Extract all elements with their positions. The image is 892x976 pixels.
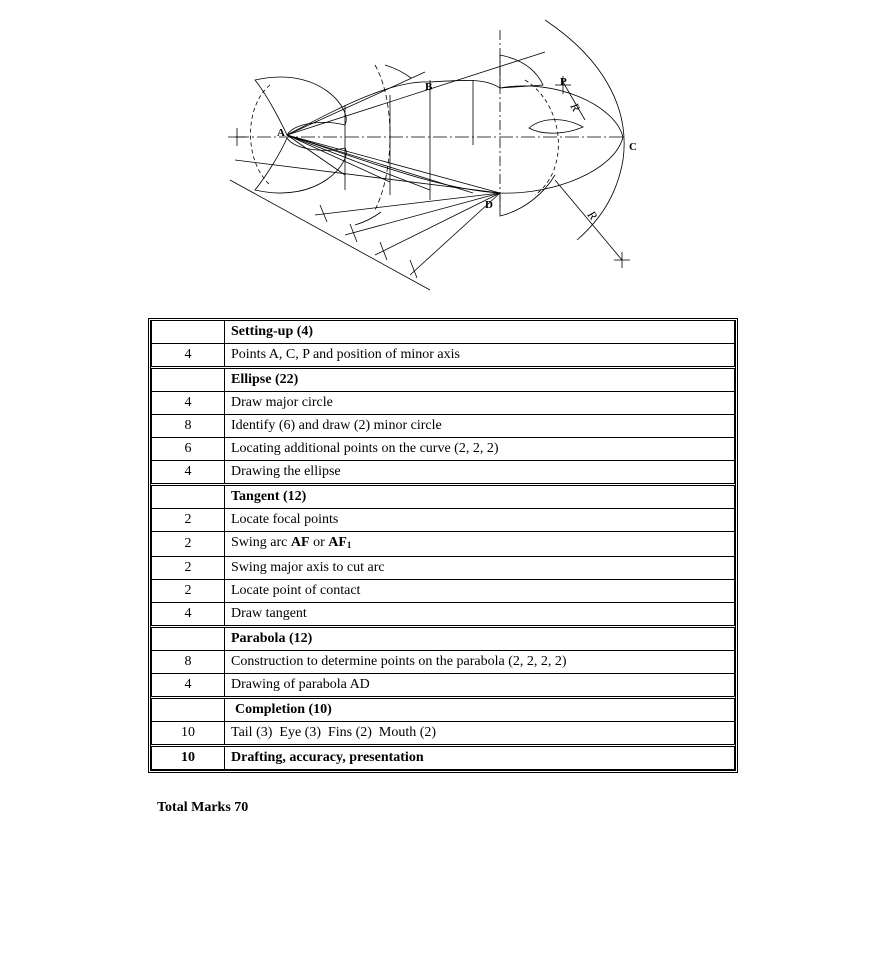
section-heading: Parabola (12) xyxy=(225,627,735,651)
table-row xyxy=(152,509,735,532)
description-cell: Points A, C, P and position of minor axis xyxy=(225,344,735,368)
table-row xyxy=(152,485,735,509)
marks-cell: 2 xyxy=(152,580,225,603)
table-row xyxy=(152,461,735,485)
table-row xyxy=(152,627,735,651)
label-c: C xyxy=(629,141,637,153)
table-row xyxy=(152,651,735,674)
label-d: D xyxy=(485,199,493,211)
description-cell: Draw tangent xyxy=(225,603,735,627)
description-cell: Locate point of contact xyxy=(225,580,735,603)
description-cell: Locating additional points on the curve (2, 2, 2) xyxy=(225,438,735,461)
table-row xyxy=(152,532,735,557)
section-heading: Ellipse (22) xyxy=(225,368,735,392)
table-row xyxy=(152,392,735,415)
label-a: A xyxy=(277,127,285,139)
marks-cell: 2 xyxy=(152,557,225,580)
pelvic-fin xyxy=(500,175,555,216)
table-row xyxy=(152,603,735,627)
marks-cell: 2 xyxy=(152,532,225,557)
marks-cell: 4 xyxy=(152,344,225,368)
description-cell: Drawing of parabola AD xyxy=(225,674,735,698)
marks-cell: 8 xyxy=(152,651,225,674)
marks-cell: 4 xyxy=(152,603,225,627)
eye xyxy=(529,120,583,134)
description-cell: Construction to determine points on the parabola (2, 2, 2, 2) xyxy=(225,651,735,674)
marks-table xyxy=(148,318,738,773)
tail-lower xyxy=(255,138,346,193)
section-heading: Completion (10) xyxy=(225,698,735,722)
marks-cell: 10 xyxy=(152,722,225,746)
marks-cell: 4 xyxy=(152,674,225,698)
section-heading: Tangent (12) xyxy=(225,485,735,509)
description-cell: Draw major circle xyxy=(225,392,735,415)
label-r-lower: R xyxy=(584,207,601,223)
label-r-upper: R xyxy=(567,100,584,114)
label-b: B xyxy=(425,81,433,93)
marks-cell: 6 xyxy=(152,438,225,461)
total-marks: Total Marks 70 xyxy=(157,800,249,815)
table-row xyxy=(152,580,735,603)
table-row xyxy=(152,557,735,580)
description-cell: Drawing the ellipse xyxy=(225,461,735,485)
marks-cell: 4 xyxy=(152,392,225,415)
table-row xyxy=(152,415,735,438)
marks-cell: 2 xyxy=(152,509,225,532)
label-p: P xyxy=(560,76,567,88)
table-row xyxy=(152,344,735,368)
description-cell: Tail (3) Eye (3) Fins (2) Mouth (2) xyxy=(225,722,735,746)
marks-cell: 10 xyxy=(152,746,225,770)
marks-cell: 4 xyxy=(152,461,225,485)
marks-cell: 8 xyxy=(152,415,225,438)
head xyxy=(500,86,623,193)
table-row xyxy=(152,674,735,698)
description-cell: Drafting, accuracy, presentation xyxy=(225,746,735,770)
description-cell: Identify (6) and draw (2) minor circle xyxy=(225,415,735,438)
table-row xyxy=(152,746,735,770)
description-cell: Swing arc AF or $AF_1$ xyxy=(225,532,735,557)
description-cell: Locate focal points xyxy=(225,509,735,532)
table-row xyxy=(152,321,735,344)
section-heading: Setting-up (4) xyxy=(225,321,735,344)
table-row xyxy=(152,698,735,722)
table-row xyxy=(152,368,735,392)
table-row xyxy=(152,722,735,746)
fish-construction-drawing xyxy=(225,10,645,300)
table-row xyxy=(152,438,735,461)
body-upper xyxy=(287,80,500,135)
description-cell: Swing major axis to cut arc xyxy=(225,557,735,580)
